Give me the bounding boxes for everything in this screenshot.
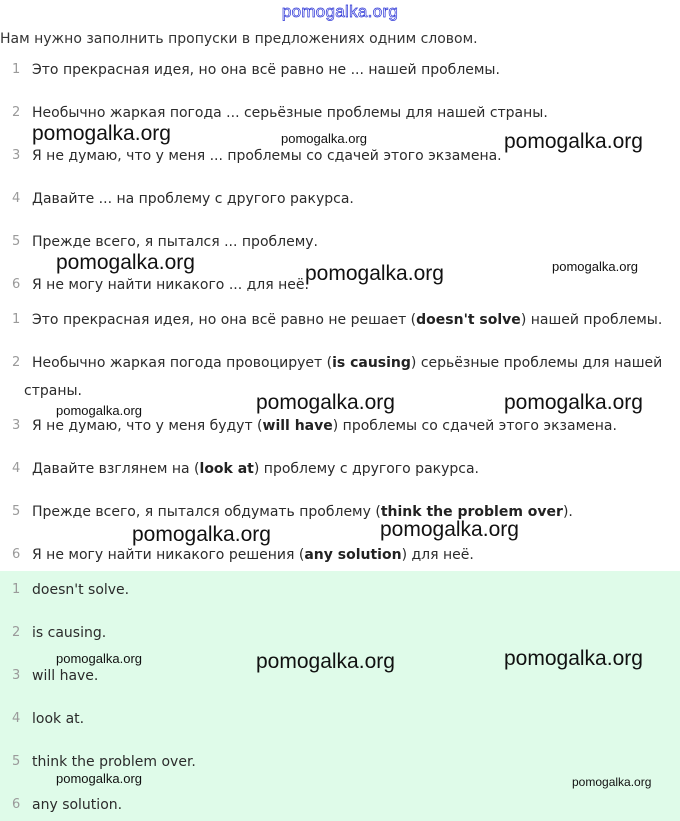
english-term: will have [262,418,333,434]
filled-sentence [32,353,662,373]
sentence-number: 1 [12,312,21,327]
answer-number: 3 [12,668,21,683]
sentence-number: 6 [12,547,21,562]
watermark: pomogalka.org [281,131,367,146]
answer-text: will have. [32,668,99,684]
watermark: pomogalka.org [504,130,643,153]
answer-number: 5 [12,754,21,769]
sentence-after: ) нашей проблемы. [520,312,663,328]
sentence-before: Необычно жаркая погода провоцирует ( [32,355,333,371]
english-term: doesn't solve [416,312,521,328]
watermark: pomogalka.org [56,403,142,418]
sentence-before: Давайте взглянем на ( [32,461,200,477]
sentence-before: Это прекрасная идея, но она всё равно не решает ( [32,312,417,328]
question-number: 2 [12,105,21,120]
sentence-number: 3 [12,418,21,433]
answer-text: doesn't solve. [32,582,130,598]
question-number: 1 [12,62,21,77]
sentence-after: ) для неё. [401,547,474,563]
watermark: pomogalka.org [56,251,195,274]
answer-text: look at. [32,711,85,727]
watermark: pomogalka.org [56,651,142,666]
english-term: think the problem over [380,504,563,520]
answer-number: 6 [12,797,21,812]
answer-number: 4 [12,711,21,726]
sentence-continuation: страны. [24,383,82,399]
question-number: 6 [12,277,21,292]
answer-text: any solution. [32,797,123,813]
filled-sentence [32,310,662,330]
question-number: 3 [12,148,21,163]
english-term: look at [199,461,254,477]
sentence-number: 2 [12,355,21,370]
english-term: any solution [304,547,402,563]
watermark: pomogalka.org [256,391,395,414]
sentence-after: ) серьёзные проблемы для нашей [410,355,663,371]
answer-number: 2 [12,625,21,640]
watermark: pomogalka.org [132,523,271,546]
watermark: pomogalka.org [32,122,171,145]
watermark: pomogalka.org [380,518,519,541]
sentence-after: ) проблему с другого ракурса. [253,461,479,477]
question-text: Я не думаю, что у меня ... проблемы со сдачей этого экзамена. [32,148,502,164]
filled-sentence [32,416,617,436]
sentence-number: 5 [12,504,21,519]
question-number: 5 [12,234,21,249]
sentence-number: 4 [12,461,21,476]
task-instruction: Нам нужно заполнить пропуски в предложениях одним словом. [0,31,478,47]
question-text: Это прекрасная идея, но она всё равно не ... нашей проблемы. [32,62,500,78]
watermark: pomogalka.org [56,771,142,786]
answer-number: 1 [12,582,21,597]
watermark: pomogalka.org [552,259,638,274]
question-number: 4 [12,191,21,206]
watermark: pomogalka.org [504,391,643,414]
watermark: pomogalka.org [504,647,643,670]
answer-text: think the problem over. [32,754,196,770]
question-text: Прежде всего, я пытался ... проблему. [32,234,318,250]
sentence-before: Прежде всего, я пытался обдумать проблему ( [32,504,381,520]
question-text: Необычно жаркая погода ... серьёзные проблемы для нашей страны. [32,105,548,121]
sentence-before: Я не думаю, что у меня будут ( [32,418,263,434]
watermark: pomogalka.org [256,650,395,673]
question-text: Давайте ... на проблему с другого ракурса. [32,191,354,207]
watermark: pomogalka.org [572,775,652,789]
question-text: Я не могу найти никакого ... для неё. [32,277,309,293]
sentence-after: ) проблемы со сдачей этого экзамена. [332,418,617,434]
answer-text: is causing. [32,625,107,641]
filled-sentence [32,545,474,565]
sentence-before: Я не могу найти никакого решения ( [32,547,305,563]
english-term: is causing [332,355,411,371]
site-logo: pomogalka.org [281,2,399,21]
filled-sentence [32,459,479,479]
sentence-after: ). [562,504,573,520]
watermark: pomogalka.org [305,262,444,285]
